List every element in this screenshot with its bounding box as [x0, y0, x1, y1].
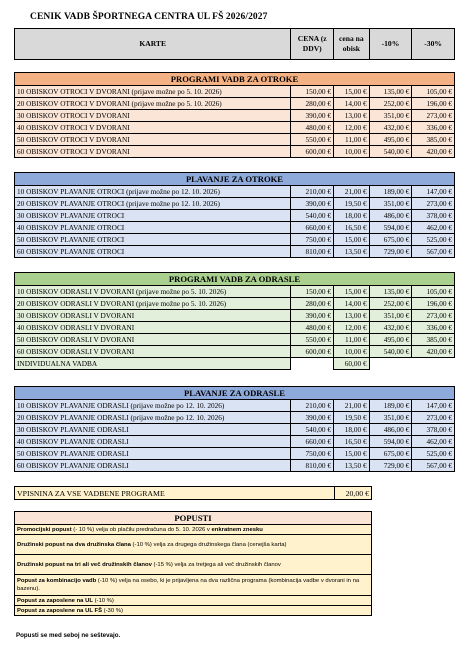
row-label: INDIVIDUALNA VADBA	[15, 358, 291, 370]
row-discount-30: 273,00 €	[412, 110, 455, 122]
row-cena-na-obisk: 16,50 €	[334, 436, 370, 448]
popust-row	[15, 555, 372, 575]
row-cena-na-obisk: 19,50 €	[334, 198, 370, 210]
row-label: 10 OBISKOV PLAVANJE OTROCI (prijave možne po 12. 10. 2026)	[15, 186, 291, 198]
popust-row	[15, 535, 372, 555]
popust-item	[15, 555, 372, 575]
row-discount-30: 385,00 €	[412, 334, 455, 346]
row-cena: 600,00 €	[291, 146, 334, 158]
popust-name: Promocijski popust	[17, 526, 72, 533]
row-discount-30: 273,00 €	[412, 412, 455, 424]
table-row	[15, 246, 455, 258]
header-cena-na-obisk: cena na obisk	[334, 29, 370, 60]
row-cena-na-obisk: 21,00 €	[334, 186, 370, 198]
vpisnina-value: 20,00 €	[335, 487, 372, 500]
table-row	[15, 298, 455, 310]
row-discount-30: 462,00 €	[412, 222, 455, 234]
row-cena-na-obisk: 21,00 €	[334, 400, 370, 412]
vpisnina-row	[14, 486, 372, 500]
table-row	[15, 322, 455, 334]
row-cena-na-obisk: 15,00 €	[334, 448, 370, 460]
section-title: PLAVANJE ZA OTROKE	[15, 173, 455, 186]
section-programi-otroci	[14, 72, 455, 158]
row-discount-30: 273,00 €	[412, 310, 455, 322]
row-cena-na-obisk: 18,00 €	[334, 210, 370, 222]
row-label: 20 OBISKOV PLAVANJE OTROCI (prijave možne po 12. 10. 2026)	[15, 198, 291, 210]
row-discount-30: 525,00 €	[412, 448, 455, 460]
row-cena-na-obisk: 14,00 €	[334, 298, 370, 310]
row-discount-30: 147,00 €	[412, 186, 455, 198]
row-cena-na-obisk: 13,00 €	[334, 310, 370, 322]
row-discount-30: 147,00 €	[412, 400, 455, 412]
popust-item	[15, 575, 372, 596]
table-row	[15, 86, 455, 98]
row-label: 60 OBISKOV PLAVANJE ODRASLI	[15, 460, 291, 472]
table-row	[15, 436, 455, 448]
row-cena: 480,00 €	[291, 122, 334, 134]
table-row	[15, 234, 455, 246]
row-discount-10	[369, 358, 412, 370]
row-label: 20 OBISKOV PLAVANJE ODRASLI (prijave možne po 12. 10. 2026)	[15, 412, 291, 424]
popust-item	[15, 606, 372, 616]
table-row	[15, 186, 455, 198]
row-cena: 390,00 €	[291, 310, 334, 322]
footnote: Popusti se med seboj ne seštevajo.	[16, 632, 121, 639]
section-programi-odrasli	[14, 272, 455, 370]
popusti-title: POPUSTI	[15, 512, 372, 525]
row-discount-10: 675,00 €	[369, 448, 412, 460]
row-label: 40 OBISKOV PLAVANJE OTROCI	[15, 222, 291, 234]
section-title: PROGRAMI VADB ZA OTROKE	[15, 73, 455, 86]
row-discount-30: 336,00 €	[412, 122, 455, 134]
section-plavanje-otroci	[14, 172, 455, 258]
row-cena: 390,00 €	[291, 198, 334, 210]
row-discount-10: 594,00 €	[369, 222, 412, 234]
row-discount-10: 729,00 €	[369, 246, 412, 258]
row-discount-30: 525,00 €	[412, 234, 455, 246]
row-cena: 550,00 €	[291, 334, 334, 346]
row-cena: 810,00 €	[291, 460, 334, 472]
popust-row	[15, 606, 372, 616]
popust-item	[15, 535, 372, 555]
row-cena-na-obisk: 12,00 €	[334, 122, 370, 134]
section-plavanje-odrasli	[14, 386, 455, 472]
row-discount-10: 135,00 €	[369, 86, 412, 98]
row-label: 30 OBISKOV PLAVANJE OTROCI	[15, 210, 291, 222]
popust-text: (-30 %)	[102, 607, 123, 614]
row-cena-na-obisk: 16,50 €	[334, 222, 370, 234]
row-discount-10: 189,00 €	[369, 186, 412, 198]
table-row	[15, 110, 455, 122]
row-discount-10: 486,00 €	[369, 424, 412, 436]
row-label: 30 OBISKOV OTROCI V DVORANI	[15, 110, 291, 122]
table-row	[15, 310, 455, 322]
row-label: 30 OBISKOV PLAVANJE ODRASLI	[15, 424, 291, 436]
row-cena-na-obisk: 10,00 €	[334, 146, 370, 158]
row-cena-na-obisk: 13,00 €	[334, 110, 370, 122]
row-discount-10: 252,00 €	[369, 298, 412, 310]
table-row	[15, 222, 455, 234]
header-cena: CENA (z DDV)	[291, 29, 334, 60]
row-label: 40 OBISKOV ODRASLI V DVORANI	[15, 322, 291, 334]
row-cena-na-obisk: 11,00 €	[334, 134, 370, 146]
row-label: 20 OBISKOV ODRASLI V DVORANI (prijave možne po 5. 10. 2026)	[15, 298, 291, 310]
row-discount-10: 540,00 €	[369, 346, 412, 358]
popust-row	[15, 596, 372, 606]
row-discount-10: 351,00 €	[369, 198, 412, 210]
row-discount-30: 273,00 €	[412, 198, 455, 210]
popust-text: (- 10 %) velja ob plačilu predračuna do 5. 10. 2026 v	[71, 526, 212, 533]
row-discount-30	[412, 358, 455, 370]
row-cena: 600,00 €	[291, 346, 334, 358]
row-cena: 660,00 €	[291, 222, 334, 234]
header-discount-10: -10%	[369, 29, 412, 60]
row-label: 30 OBISKOV ODRASLI V DVORANI	[15, 310, 291, 322]
row-discount-10: 495,00 €	[369, 134, 412, 146]
row-cena: 750,00 €	[291, 448, 334, 460]
row-discount-30: 567,00 €	[412, 246, 455, 258]
popust-text: (-15 %) velja za tretjega ali več družinskih članov	[151, 561, 281, 568]
row-cena: 810,00 €	[291, 246, 334, 258]
row-cena: 550,00 €	[291, 134, 334, 146]
row-cena: 280,00 €	[291, 298, 334, 310]
row-discount-10: 351,00 €	[369, 310, 412, 322]
row-cena: 390,00 €	[291, 110, 334, 122]
section-title: PROGRAMI VADB ZA ODRASLE	[15, 273, 455, 286]
popust-text: (-10 %) velja za drugega družinskega člana (cenejša karta)	[130, 541, 287, 548]
row-cena	[291, 358, 334, 370]
row-cena-na-obisk: 15,00 €	[334, 286, 370, 298]
row-discount-10: 432,00 €	[369, 322, 412, 334]
row-cena: 280,00 €	[291, 98, 334, 110]
row-cena: 540,00 €	[291, 210, 334, 222]
page-title: CENIK VADB ŠPORTNEGA CENTRA UL FŠ 2026/2027	[30, 12, 268, 22]
row-discount-30: 462,00 €	[412, 436, 455, 448]
section-title: PLAVANJE ZA ODRASLE	[15, 387, 455, 400]
row-label: 50 OBISKOV PLAVANJE OTROCI	[15, 234, 291, 246]
row-label: 40 OBISKOV PLAVANJE ODRASLI	[15, 436, 291, 448]
table-row	[15, 400, 455, 412]
table-row	[15, 334, 455, 346]
table-row	[15, 198, 455, 210]
row-discount-30: 196,00 €	[412, 98, 455, 110]
table-row	[15, 346, 455, 358]
table-row	[15, 460, 455, 472]
popust-text: (-10 %) velja na osebo, ki je prijavljena na dva različna programa (kombinacija vadbe v dvorani in na bazenu).	[17, 578, 360, 592]
row-cena-na-obisk: 13,50 €	[334, 246, 370, 258]
row-label: 60 OBISKOV PLAVANJE OTROCI	[15, 246, 291, 258]
row-cena: 540,00 €	[291, 424, 334, 436]
row-cena: 150,00 €	[291, 86, 334, 98]
row-discount-30: 567,00 €	[412, 460, 455, 472]
row-cena-na-obisk: 18,00 €	[334, 424, 370, 436]
row-discount-10: 135,00 €	[369, 286, 412, 298]
price-table-header	[14, 28, 455, 60]
row-cena: 660,00 €	[291, 436, 334, 448]
row-cena: 150,00 €	[291, 286, 334, 298]
row-discount-10: 675,00 €	[369, 234, 412, 246]
popust-emphasis: enkratnem znesku	[211, 526, 263, 533]
row-cena: 390,00 €	[291, 412, 334, 424]
row-discount-10: 351,00 €	[369, 412, 412, 424]
table-row	[15, 358, 455, 370]
row-label: 60 OBISKOV ODRASLI V DVORANI	[15, 346, 291, 358]
row-discount-10: 729,00 €	[369, 460, 412, 472]
row-cena-na-obisk: 19,50 €	[334, 412, 370, 424]
row-label: 40 OBISKOV OTROCI V DVORANI	[15, 122, 291, 134]
table-row	[15, 210, 455, 222]
row-discount-30: 378,00 €	[412, 210, 455, 222]
popust-row	[15, 525, 372, 535]
row-label: 10 OBISKOV OTROCI V DVORANI (prijave možne po 5. 10. 2026)	[15, 86, 291, 98]
popust-text: (-10 %)	[92, 597, 114, 604]
row-label: 10 OBISKOV PLAVANJE ODRASLI (prijave možne po 12. 10. 2026)	[15, 400, 291, 412]
table-row	[15, 286, 455, 298]
row-label: 20 OBISKOV OTROCI V DVORANI (prijave možne po 5. 10. 2026)	[15, 98, 291, 110]
row-cena-na-obisk: 15,00 €	[334, 86, 370, 98]
row-discount-30: 385,00 €	[412, 134, 455, 146]
table-row	[15, 146, 455, 158]
row-discount-10: 432,00 €	[369, 122, 412, 134]
row-cena-na-obisk: 13,50 €	[334, 460, 370, 472]
table-row	[15, 412, 455, 424]
row-cena-na-obisk: 11,00 €	[334, 334, 370, 346]
row-discount-30: 105,00 €	[412, 286, 455, 298]
row-discount-30: 196,00 €	[412, 298, 455, 310]
table-row	[15, 122, 455, 134]
row-cena-na-obisk: 60,00 €	[334, 358, 370, 370]
popust-item	[15, 525, 372, 535]
header-discount-30: -30%	[412, 29, 455, 60]
row-discount-30: 420,00 €	[412, 146, 455, 158]
row-discount-30: 378,00 €	[412, 424, 455, 436]
table-row	[15, 448, 455, 460]
row-cena-na-obisk: 15,00 €	[334, 234, 370, 246]
row-discount-10: 189,00 €	[369, 400, 412, 412]
row-cena: 480,00 €	[291, 322, 334, 334]
row-discount-10: 495,00 €	[369, 334, 412, 346]
popust-name: Popust za kombinacijo vadb	[17, 578, 97, 584]
popust-item	[15, 596, 372, 606]
row-label: 10 OBISKOV ODRASLI V DVORANI (prijave možne po 5. 10. 2026)	[15, 286, 291, 298]
row-discount-30: 336,00 €	[412, 322, 455, 334]
popust-name: Družinski popust na dva družinska člana	[17, 541, 131, 548]
popust-name: Popust za zaposlene na UL FŠ	[17, 607, 102, 614]
row-cena-na-obisk: 14,00 €	[334, 98, 370, 110]
header-karte: KARTE	[15, 29, 291, 60]
table-row	[15, 98, 455, 110]
popusti-table	[14, 511, 372, 616]
row-label: 50 OBISKOV OTROCI V DVORANI	[15, 134, 291, 146]
table-row	[15, 134, 455, 146]
row-discount-30: 105,00 €	[412, 86, 455, 98]
row-discount-10: 486,00 €	[369, 210, 412, 222]
row-label: 50 OBISKOV PLAVANJE ODRASLI	[15, 448, 291, 460]
row-discount-10: 351,00 €	[369, 110, 412, 122]
table-row	[15, 424, 455, 436]
row-discount-10: 540,00 €	[369, 146, 412, 158]
row-cena-na-obisk: 12,00 €	[334, 322, 370, 334]
vpisnina-label: VPISNINA ZA VSE VADBENE PROGRAME	[15, 487, 335, 500]
popust-name: Popust za zaposlene na UL	[17, 597, 93, 604]
row-cena: 750,00 €	[291, 234, 334, 246]
row-discount-30: 420,00 €	[412, 346, 455, 358]
row-cena-na-obisk: 10,00 €	[334, 346, 370, 358]
row-discount-10: 594,00 €	[369, 436, 412, 448]
row-label: 60 OBISKOV OTROCI V DVORANI	[15, 146, 291, 158]
popust-row	[15, 575, 372, 596]
popust-name: Družinski popust na tri ali več družinskih članov	[17, 561, 152, 568]
row-label: 50 OBISKOV ODRASLI V DVORANI	[15, 334, 291, 346]
row-discount-10: 252,00 €	[369, 98, 412, 110]
row-cena: 210,00 €	[291, 400, 334, 412]
row-cena: 210,00 €	[291, 186, 334, 198]
